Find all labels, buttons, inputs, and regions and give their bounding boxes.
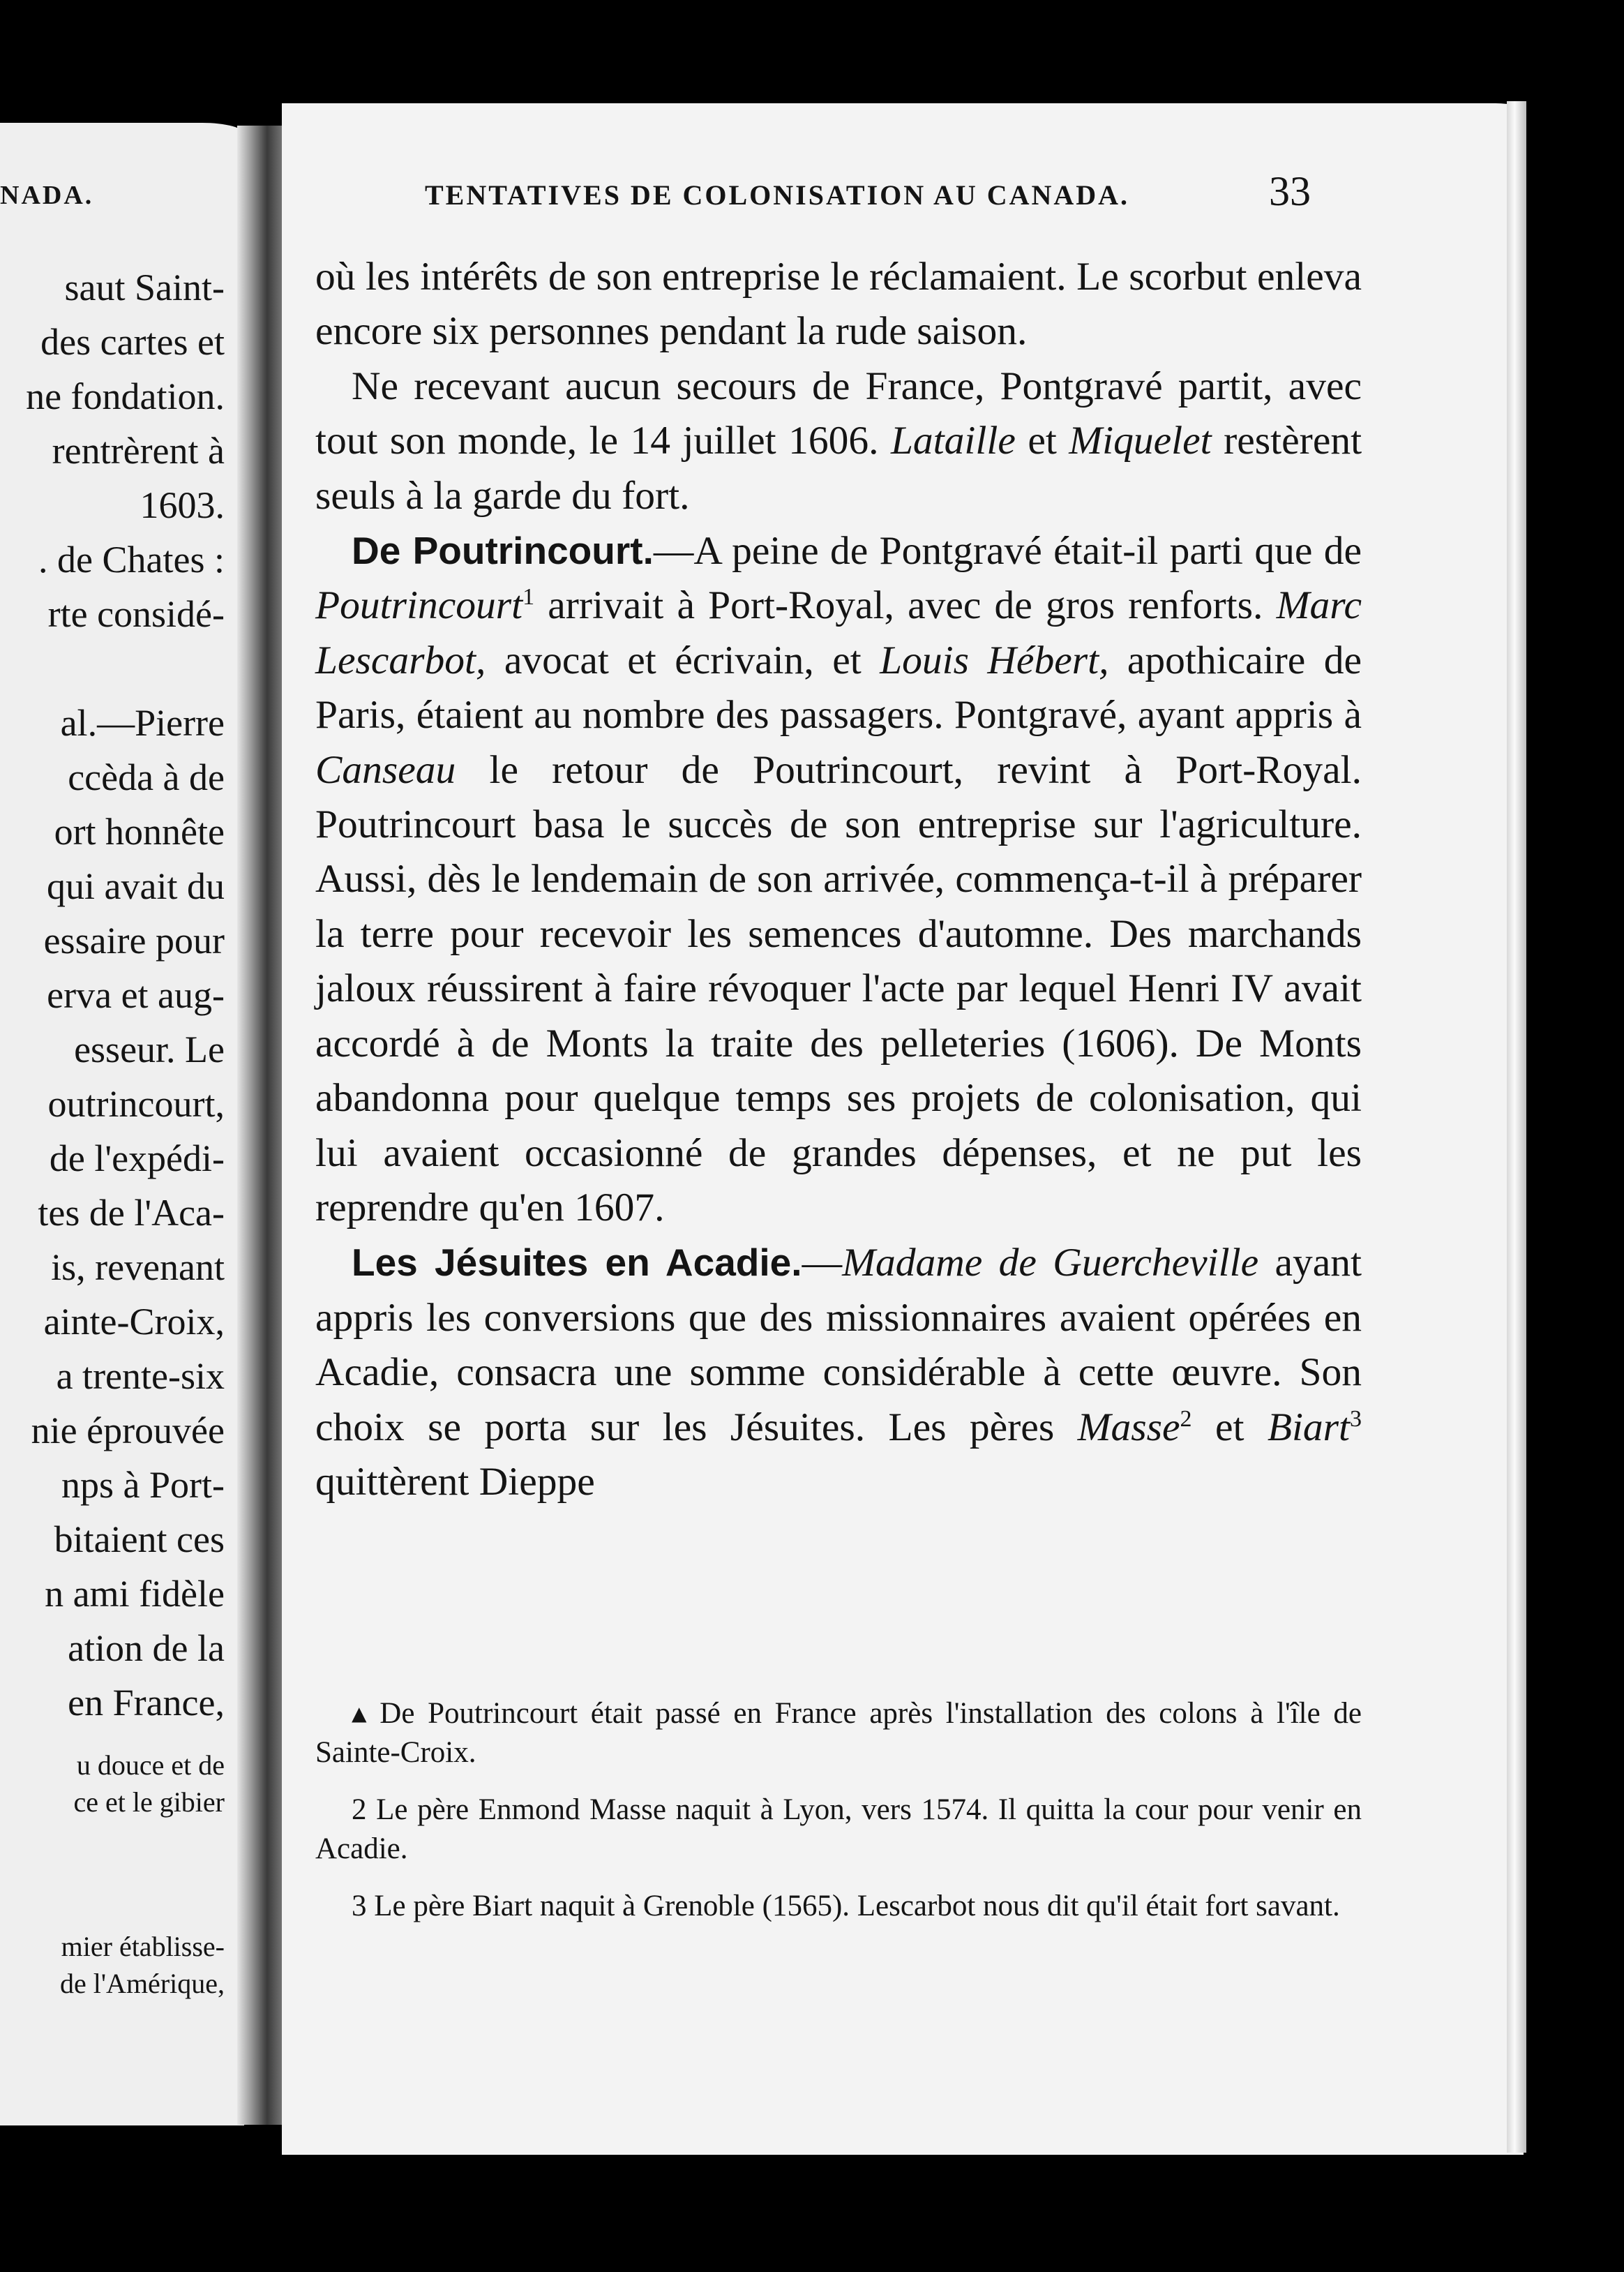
page-edge xyxy=(1507,101,1526,2153)
left-page-line: n ami fidèle xyxy=(45,1573,225,1615)
left-page xyxy=(0,123,244,2125)
book-gutter xyxy=(237,126,283,2125)
left-page-line: nie éprouvée xyxy=(31,1410,225,1451)
footnote-2: 2 Le père Enmond Masse naquit à Lyon, vers 1574. Il quitta la cour pour venir en Acadie. xyxy=(315,1793,1362,1865)
footnote-ref-1: 1 xyxy=(522,584,535,611)
left-page-line: rte considé- xyxy=(47,593,225,635)
left-page-line: de l'expédi- xyxy=(49,1137,225,1179)
left-page-note-line: de l'Amérique, xyxy=(59,1968,225,1999)
left-page-line: des cartes et xyxy=(40,321,225,363)
paragraph-2: Ne recevant aucun secours de France, Pontgravé partit, avec tout son monde, le 14 juillet 1606. Lataille et Miquelet restèrent seuls à la garde du fort. xyxy=(315,364,1362,518)
paragraph-3: De Poutrincourt.—A peine de Pontgravé était-il parti que de Poutrincourt$^1$ arrivait à Port-Royal, avec de gros renforts. Marc Lescarbot, avocat et écrivain, et Louis Hébert, apothicaire de Paris, étaient au nombre des passagers. Pontgravé, ayant appris à Canseau le retour de Poutrincourt, revint à Port-Royal. Poutrincourt basa le succès de son entreprise sur l'agriculture. Aussi, dès le lendemain de son arrivée, commença-t-il à préparer la terre pour recevoir les semences d'automne. Des marchands jaloux réussirent à faire révoquer l'acte par lequel Henri IV avait accordé à de Monts la traite des pelleteries (1606). De Monts abandonna pour quelque temps ses projets de colonisation, qui lui avaient occasionné de grandes dépenses, et ne put les reprendre qu'en 1607. xyxy=(315,529,1362,1230)
left-page-line: al.—Pierre xyxy=(60,702,225,744)
footnote-1: ▴ De Poutrincourt était passé en France après l'installation des colons à l'île de Sainte-Croix. xyxy=(315,1697,1362,1769)
footnotes xyxy=(315,1694,1362,1944)
left-page-line: ne fondation. xyxy=(26,375,225,417)
paragraph-4: Les Jésuites en Acadie.—Madame de Guercheville ayant appris les conversions que des missionnaires avaient opérées en Acadie, consacra une somme considérable à cette œuvre. Son choix se porta sur les Jésuites. Les pères Masse$^2$ et Biart$^3$ quittèrent Dieppe xyxy=(315,1241,1362,1504)
running-head: TENTATIVES DE COLONISATION AU CANADA. xyxy=(425,179,1130,211)
left-page-line: bitaient ces xyxy=(54,1518,225,1560)
left-page-line: essaire pour xyxy=(43,920,225,962)
paragraph-1: où les intérêts de son entreprise le réclamaient. Le scorbut enleva encore six personnes pendant la rude saison. xyxy=(315,255,1362,354)
left-page-note-line: ce et le gibier xyxy=(73,1786,225,1818)
left-page-line: qui avait du xyxy=(47,865,225,907)
left-page-line: a trente-six xyxy=(56,1355,225,1397)
left-page-note-line: mier établisse- xyxy=(61,1931,225,1962)
footnote-3: 3 Le père Biart naquit à Grenoble (1565). Lescarbot nous dit qu'il était fort savant. xyxy=(352,1890,1340,1922)
left-page-line: ccèda à de xyxy=(68,756,225,798)
left-page-line: 1603. xyxy=(140,484,225,526)
page-number: 33 xyxy=(1269,168,1311,214)
left-running-head: NADA. xyxy=(0,181,94,210)
left-page-line: en France, xyxy=(68,1682,225,1724)
left-page-line: ainte-Croix, xyxy=(43,1301,225,1343)
left-page-note-line: u douce et de xyxy=(76,1749,225,1781)
left-page-line: rentrèrent à xyxy=(52,430,225,472)
footnote-ref-2: 2 xyxy=(1180,1405,1192,1432)
body-text xyxy=(315,250,1362,1509)
left-page-line: ort honnête xyxy=(54,811,225,853)
section-heading-jesuites: Les Jésuites en Acadie. xyxy=(352,1241,802,1285)
left-page-line: nps à Port- xyxy=(61,1464,225,1506)
left-page-line: ation de la xyxy=(68,1627,225,1669)
left-page-line: erva et aug- xyxy=(47,974,225,1016)
left-page-line: saut Saint- xyxy=(64,267,225,308)
left-page-line: . de Chates : xyxy=(38,539,225,581)
right-page xyxy=(282,103,1524,2155)
section-heading-poutrincourt: De Poutrincourt. xyxy=(352,529,654,573)
footnote-ref-3: 3 xyxy=(1350,1405,1362,1432)
left-page-line: esseur. Le xyxy=(74,1029,225,1070)
left-page-line: is, revenant xyxy=(51,1246,225,1288)
left-page-line: outrincourt, xyxy=(47,1083,225,1125)
left-page-line: tes de l'Aca- xyxy=(38,1192,225,1234)
